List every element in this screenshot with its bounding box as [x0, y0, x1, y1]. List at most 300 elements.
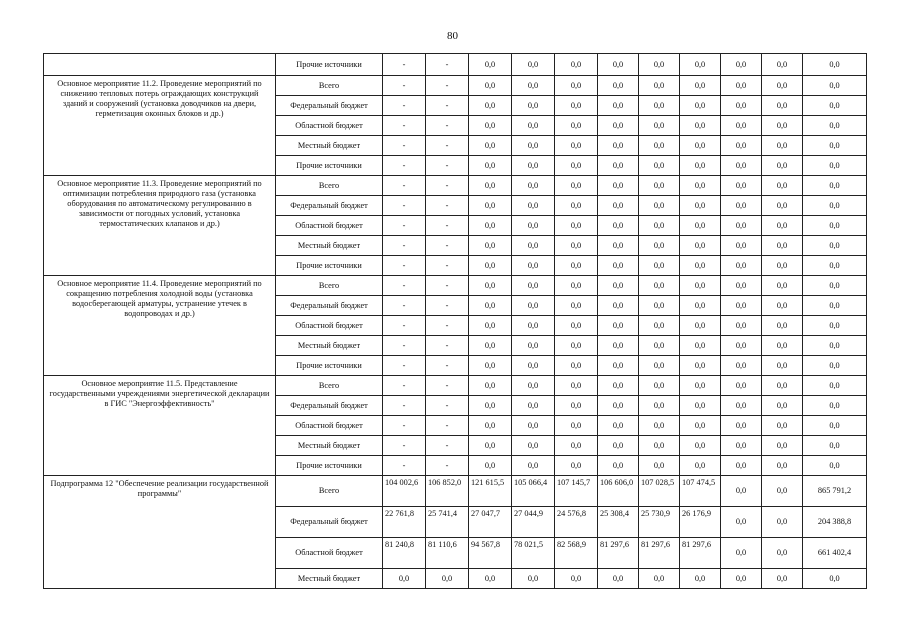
value-cell: - [383, 356, 426, 376]
value-cell: 0,0 [469, 216, 512, 236]
activity-description: Основное мероприятие 11.5. Представление государственными учреждениями энергетической декларации в ГИС "Энергоэффективность" [44, 376, 276, 476]
funding-source: Всего [276, 76, 383, 96]
value-cell: 0,0 [680, 216, 721, 236]
funding-source: Прочие источники [276, 256, 383, 276]
value-cell: 0,0 [512, 96, 555, 116]
value-cell: 0,0 [721, 476, 762, 507]
value-cell: 0,0 [803, 569, 867, 589]
value-cell: 0,0 [512, 256, 555, 276]
value-cell: - [426, 76, 469, 96]
value-cell: 0,0 [598, 156, 639, 176]
value-cell: 0,0 [721, 456, 762, 476]
value-cell: - [426, 376, 469, 396]
value-cell: 0,0 [762, 376, 803, 396]
table-row [44, 376, 867, 396]
value-cell: 0,0 [512, 176, 555, 196]
value-cell: - [383, 176, 426, 196]
value-cell: 81 110,6 [426, 538, 469, 569]
value-cell: 0,0 [721, 276, 762, 296]
value-cell: 0,0 [639, 396, 680, 416]
value-cell: 0,0 [721, 436, 762, 456]
value-cell: - [426, 236, 469, 256]
table-row [44, 276, 867, 296]
value-cell: 0,0 [680, 296, 721, 316]
value-cell: 0,0 [598, 196, 639, 216]
table-body [44, 54, 867, 589]
funding-source: Областной бюджет [276, 116, 383, 136]
value-cell: 0,0 [512, 196, 555, 216]
value-cell: 0,0 [512, 336, 555, 356]
funding-source: Местный бюджет [276, 436, 383, 456]
funding-source: Областной бюджет [276, 216, 383, 236]
value-cell: 0,0 [639, 416, 680, 436]
value-cell: 0,0 [512, 156, 555, 176]
value-cell: - [426, 216, 469, 236]
value-cell: 25 741,4 [426, 507, 469, 538]
value-cell: 0,0 [680, 356, 721, 376]
value-cell: 0,0 [721, 507, 762, 538]
value-cell: 0,0 [555, 256, 598, 276]
value-cell: 0,0 [555, 336, 598, 356]
funding-source: Областной бюджет [276, 538, 383, 569]
value-cell: 0,0 [680, 416, 721, 436]
value-cell: 0,0 [555, 54, 598, 76]
value-cell: 0,0 [639, 196, 680, 216]
value-cell: 0,0 [803, 176, 867, 196]
value-cell: 0,0 [680, 176, 721, 196]
value-cell: - [426, 356, 469, 376]
value-cell: 0,0 [512, 54, 555, 76]
value-cell: 0,0 [721, 538, 762, 569]
value-cell: - [383, 256, 426, 276]
value-cell: 0,0 [803, 236, 867, 256]
value-cell: 0,0 [598, 236, 639, 256]
value-cell: 0,0 [512, 416, 555, 436]
value-cell: 0,0 [555, 376, 598, 396]
value-cell: 0,0 [598, 276, 639, 296]
value-cell: 0,0 [469, 569, 512, 589]
activity-description [44, 54, 276, 76]
value-cell: 0,0 [762, 436, 803, 456]
value-cell: 0,0 [469, 376, 512, 396]
value-cell: 0,0 [803, 296, 867, 316]
value-cell: - [383, 436, 426, 456]
budget-table [43, 53, 867, 589]
value-cell: 0,0 [639, 276, 680, 296]
value-cell: 0,0 [803, 96, 867, 116]
funding-source: Местный бюджет [276, 569, 383, 589]
funding-source: Областной бюджет [276, 416, 383, 436]
value-cell: 26 176,9 [680, 507, 721, 538]
value-cell: - [426, 96, 469, 116]
value-cell: 0,0 [598, 456, 639, 476]
value-cell: 0,0 [598, 336, 639, 356]
value-cell: 0,0 [639, 569, 680, 589]
value-cell: 0,0 [639, 436, 680, 456]
value-cell: 0,0 [555, 456, 598, 476]
value-cell: 0,0 [762, 476, 803, 507]
value-cell: 0,0 [680, 396, 721, 416]
value-cell: 0,0 [469, 76, 512, 96]
value-cell: 27 047,7 [469, 507, 512, 538]
value-cell: 0,0 [598, 96, 639, 116]
value-cell: 0,0 [469, 236, 512, 256]
value-cell: 0,0 [803, 316, 867, 336]
value-cell: 0,0 [721, 156, 762, 176]
value-cell: 0,0 [721, 136, 762, 156]
value-cell: 78 021,5 [512, 538, 555, 569]
value-cell: 0,0 [598, 396, 639, 416]
page-number: 80 [447, 30, 458, 42]
value-cell: 0,0 [762, 316, 803, 336]
value-cell: 0,0 [680, 276, 721, 296]
value-cell: - [426, 296, 469, 316]
value-cell: - [426, 316, 469, 336]
value-cell: 106 606,0 [598, 476, 639, 507]
value-cell: 0,0 [721, 196, 762, 216]
value-cell: 0,0 [555, 396, 598, 416]
value-cell: 0,0 [680, 156, 721, 176]
value-cell: - [383, 96, 426, 116]
value-cell: 0,0 [469, 336, 512, 356]
value-cell: 0,0 [555, 116, 598, 136]
value-cell: - [383, 236, 426, 256]
value-cell: - [426, 416, 469, 436]
funding-source: Федеральный бюджет [276, 396, 383, 416]
value-cell: 0,0 [803, 376, 867, 396]
value-cell: 0,0 [721, 216, 762, 236]
value-cell: 0,0 [555, 96, 598, 116]
value-cell: 0,0 [512, 116, 555, 136]
value-cell: - [426, 116, 469, 136]
value-cell: 0,0 [469, 256, 512, 276]
value-cell: 25 308,4 [598, 507, 639, 538]
value-cell: 121 615,5 [469, 476, 512, 507]
value-cell: 0,0 [762, 456, 803, 476]
value-cell: 0,0 [803, 156, 867, 176]
value-cell: - [383, 316, 426, 336]
value-cell: 0,0 [639, 376, 680, 396]
value-cell: 0,0 [721, 116, 762, 136]
value-cell: 0,0 [680, 76, 721, 96]
value-cell: 0,0 [721, 76, 762, 96]
funding-source: Прочие источники [276, 156, 383, 176]
value-cell: 81 297,6 [680, 538, 721, 569]
value-cell: 0,0 [598, 296, 639, 316]
value-cell: - [426, 436, 469, 456]
value-cell: - [383, 456, 426, 476]
value-cell: 0,0 [803, 76, 867, 96]
value-cell: - [426, 156, 469, 176]
value-cell: 0,0 [680, 136, 721, 156]
value-cell: 661 402,4 [803, 538, 867, 569]
value-cell: 0,0 [469, 196, 512, 216]
value-cell: 0,0 [598, 569, 639, 589]
funding-source: Прочие источники [276, 456, 383, 476]
value-cell: 0,0 [721, 256, 762, 276]
value-cell: 0,0 [762, 116, 803, 136]
value-cell: 0,0 [555, 176, 598, 196]
value-cell: 0,0 [512, 456, 555, 476]
value-cell: - [383, 136, 426, 156]
value-cell: 0,0 [803, 416, 867, 436]
value-cell: 0,0 [680, 569, 721, 589]
value-cell: 0,0 [762, 236, 803, 256]
value-cell: 0,0 [469, 96, 512, 116]
value-cell: 0,0 [680, 116, 721, 136]
value-cell: 0,0 [639, 96, 680, 116]
value-cell: 0,0 [598, 256, 639, 276]
value-cell: 0,0 [383, 569, 426, 589]
value-cell: 0,0 [762, 296, 803, 316]
value-cell: 0,0 [639, 216, 680, 236]
value-cell: 0,0 [803, 54, 867, 76]
value-cell: 0,0 [639, 356, 680, 376]
value-cell: - [426, 396, 469, 416]
value-cell: 0,0 [721, 336, 762, 356]
value-cell: 0,0 [512, 396, 555, 416]
value-cell: 0,0 [803, 136, 867, 156]
value-cell: 0,0 [469, 456, 512, 476]
value-cell: - [426, 54, 469, 76]
value-cell: 0,0 [721, 356, 762, 376]
value-cell: 0,0 [721, 296, 762, 316]
value-cell: 0,0 [762, 538, 803, 569]
value-cell: 82 568,9 [555, 538, 598, 569]
value-cell: 0,0 [512, 236, 555, 256]
funding-source: Всего [276, 276, 383, 296]
table-row [44, 76, 867, 96]
value-cell: 0,0 [512, 136, 555, 156]
value-cell: 0,0 [555, 356, 598, 376]
value-cell: 0,0 [803, 356, 867, 376]
value-cell: 0,0 [762, 156, 803, 176]
value-cell: 0,0 [803, 116, 867, 136]
value-cell: - [383, 76, 426, 96]
value-cell: 0,0 [680, 256, 721, 276]
value-cell: 0,0 [721, 96, 762, 116]
value-cell: 0,0 [555, 236, 598, 256]
value-cell: 0,0 [639, 176, 680, 196]
funding-source: Всего [276, 376, 383, 396]
value-cell: 105 066,4 [512, 476, 555, 507]
value-cell: 0,0 [598, 356, 639, 376]
value-cell: 0,0 [721, 176, 762, 196]
value-cell: 0,0 [762, 356, 803, 376]
value-cell: 107 474,5 [680, 476, 721, 507]
value-cell: 0,0 [639, 296, 680, 316]
funding-source: Прочие источники [276, 356, 383, 376]
value-cell: 0,0 [469, 356, 512, 376]
value-cell: 0,0 [639, 236, 680, 256]
value-cell: 0,0 [721, 236, 762, 256]
value-cell: 0,0 [512, 76, 555, 96]
value-cell: 0,0 [803, 396, 867, 416]
value-cell: - [426, 276, 469, 296]
value-cell: 81 240,8 [383, 538, 426, 569]
value-cell: 0,0 [426, 569, 469, 589]
value-cell: 81 297,6 [639, 538, 680, 569]
value-cell: 0,0 [512, 569, 555, 589]
value-cell: 0,0 [555, 76, 598, 96]
value-cell: 0,0 [762, 54, 803, 76]
value-cell: 0,0 [598, 316, 639, 336]
value-cell: 0,0 [803, 256, 867, 276]
funding-source: Местный бюджет [276, 236, 383, 256]
value-cell: 0,0 [639, 316, 680, 336]
value-cell: 0,0 [555, 569, 598, 589]
value-cell: 0,0 [555, 216, 598, 236]
value-cell: 204 388,8 [803, 507, 867, 538]
value-cell: 0,0 [803, 216, 867, 236]
value-cell: 0,0 [803, 276, 867, 296]
value-cell: 0,0 [762, 96, 803, 116]
value-cell: 0,0 [762, 569, 803, 589]
value-cell: 104 002,6 [383, 476, 426, 507]
value-cell: 0,0 [762, 216, 803, 236]
value-cell: 0,0 [469, 416, 512, 436]
funding-source: Областной бюджет [276, 316, 383, 336]
funding-source: Федеральный бюджет [276, 507, 383, 538]
value-cell: 0,0 [639, 456, 680, 476]
value-cell: 0,0 [639, 54, 680, 76]
activity-description: Основное мероприятие 11.2. Проведение мероприятий по снижению тепловых потерь ограждающих конструкций зданий и сооружений (установка доводчиков на двери, герметизация оконных блоков и др.) [44, 76, 276, 176]
funding-source: Местный бюджет [276, 336, 383, 356]
value-cell: 0,0 [555, 416, 598, 436]
activity-description: Подпрограмма 12 "Обеспечение реализации государственной программы" [44, 476, 276, 589]
value-cell: - [426, 256, 469, 276]
value-cell: 0,0 [803, 196, 867, 216]
value-cell: 0,0 [469, 436, 512, 456]
value-cell: 0,0 [512, 276, 555, 296]
value-cell: - [426, 336, 469, 356]
value-cell: 0,0 [762, 256, 803, 276]
value-cell: 0,0 [598, 416, 639, 436]
value-cell: 0,0 [762, 336, 803, 356]
value-cell: 0,0 [469, 156, 512, 176]
value-cell: 0,0 [721, 316, 762, 336]
value-cell: 25 730,9 [639, 507, 680, 538]
value-cell: 0,0 [639, 76, 680, 96]
funding-source: Федеральный бюджет [276, 296, 383, 316]
value-cell: 0,0 [598, 176, 639, 196]
value-cell: 0,0 [639, 116, 680, 136]
value-cell: 0,0 [762, 276, 803, 296]
value-cell: 0,0 [680, 236, 721, 256]
value-cell: 0,0 [512, 316, 555, 336]
value-cell: 0,0 [598, 76, 639, 96]
value-cell: 106 852,0 [426, 476, 469, 507]
value-cell: - [426, 176, 469, 196]
activity-description: Основное мероприятие 11.4. Проведение мероприятий по сокращению потребления холодной воды (установка водосберегающей арматуры, устранение утечек в водопроводах и др.) [44, 276, 276, 376]
value-cell: 0,0 [469, 136, 512, 156]
value-cell: 0,0 [680, 376, 721, 396]
value-cell: 0,0 [639, 256, 680, 276]
value-cell: 0,0 [721, 569, 762, 589]
value-cell: 0,0 [512, 216, 555, 236]
value-cell: - [426, 136, 469, 156]
value-cell: 94 567,8 [469, 538, 512, 569]
value-cell: 0,0 [512, 436, 555, 456]
value-cell: 0,0 [721, 54, 762, 76]
value-cell: 0,0 [555, 196, 598, 216]
value-cell: 0,0 [762, 416, 803, 436]
value-cell: 0,0 [555, 436, 598, 456]
value-cell: 0,0 [469, 176, 512, 196]
value-cell: 0,0 [762, 196, 803, 216]
value-cell: 0,0 [469, 316, 512, 336]
value-cell: 0,0 [469, 396, 512, 416]
value-cell: - [383, 416, 426, 436]
value-cell: 0,0 [762, 507, 803, 538]
value-cell: - [383, 396, 426, 416]
value-cell: 0,0 [469, 296, 512, 316]
value-cell: 0,0 [721, 396, 762, 416]
value-cell: 0,0 [803, 436, 867, 456]
value-cell: 0,0 [762, 136, 803, 156]
value-cell: 0,0 [555, 136, 598, 156]
value-cell: - [383, 376, 426, 396]
value-cell: 0,0 [512, 296, 555, 316]
value-cell: 0,0 [680, 316, 721, 336]
value-cell: - [383, 116, 426, 136]
value-cell: 0,0 [680, 96, 721, 116]
table-row [44, 54, 867, 76]
value-cell: 0,0 [721, 376, 762, 396]
value-cell: - [426, 456, 469, 476]
value-cell: - [383, 296, 426, 316]
value-cell: 0,0 [598, 216, 639, 236]
value-cell: 0,0 [598, 376, 639, 396]
value-cell: 24 576,8 [555, 507, 598, 538]
funding-source: Всего [276, 476, 383, 507]
value-cell: 0,0 [639, 336, 680, 356]
value-cell: 0,0 [639, 136, 680, 156]
value-cell: 27 044,9 [512, 507, 555, 538]
value-cell: 0,0 [512, 376, 555, 396]
value-cell: 0,0 [598, 54, 639, 76]
value-cell: 0,0 [555, 156, 598, 176]
value-cell: 0,0 [469, 116, 512, 136]
value-cell: 0,0 [803, 456, 867, 476]
value-cell: 0,0 [469, 276, 512, 296]
value-cell: 0,0 [680, 196, 721, 216]
value-cell: 0,0 [598, 136, 639, 156]
value-cell: 0,0 [680, 456, 721, 476]
value-cell: 0,0 [469, 54, 512, 76]
funding-source: Местный бюджет [276, 136, 383, 156]
value-cell: 0,0 [721, 416, 762, 436]
value-cell: 0,0 [762, 396, 803, 416]
value-cell: - [383, 216, 426, 236]
value-cell: 107 028,5 [639, 476, 680, 507]
value-cell: 0,0 [555, 276, 598, 296]
value-cell: - [383, 156, 426, 176]
value-cell: 0,0 [555, 296, 598, 316]
value-cell: - [383, 54, 426, 76]
value-cell: 0,0 [598, 116, 639, 136]
value-cell: 865 791,2 [803, 476, 867, 507]
table-row [44, 176, 867, 196]
value-cell: 0,0 [803, 336, 867, 356]
value-cell: 0,0 [639, 156, 680, 176]
funding-source: Федеральный бюджет [276, 96, 383, 116]
table-row [44, 476, 867, 507]
funding-source: Прочие источники [276, 54, 383, 76]
value-cell: 0,0 [555, 316, 598, 336]
value-cell: 0,0 [680, 436, 721, 456]
value-cell: 0,0 [680, 54, 721, 76]
